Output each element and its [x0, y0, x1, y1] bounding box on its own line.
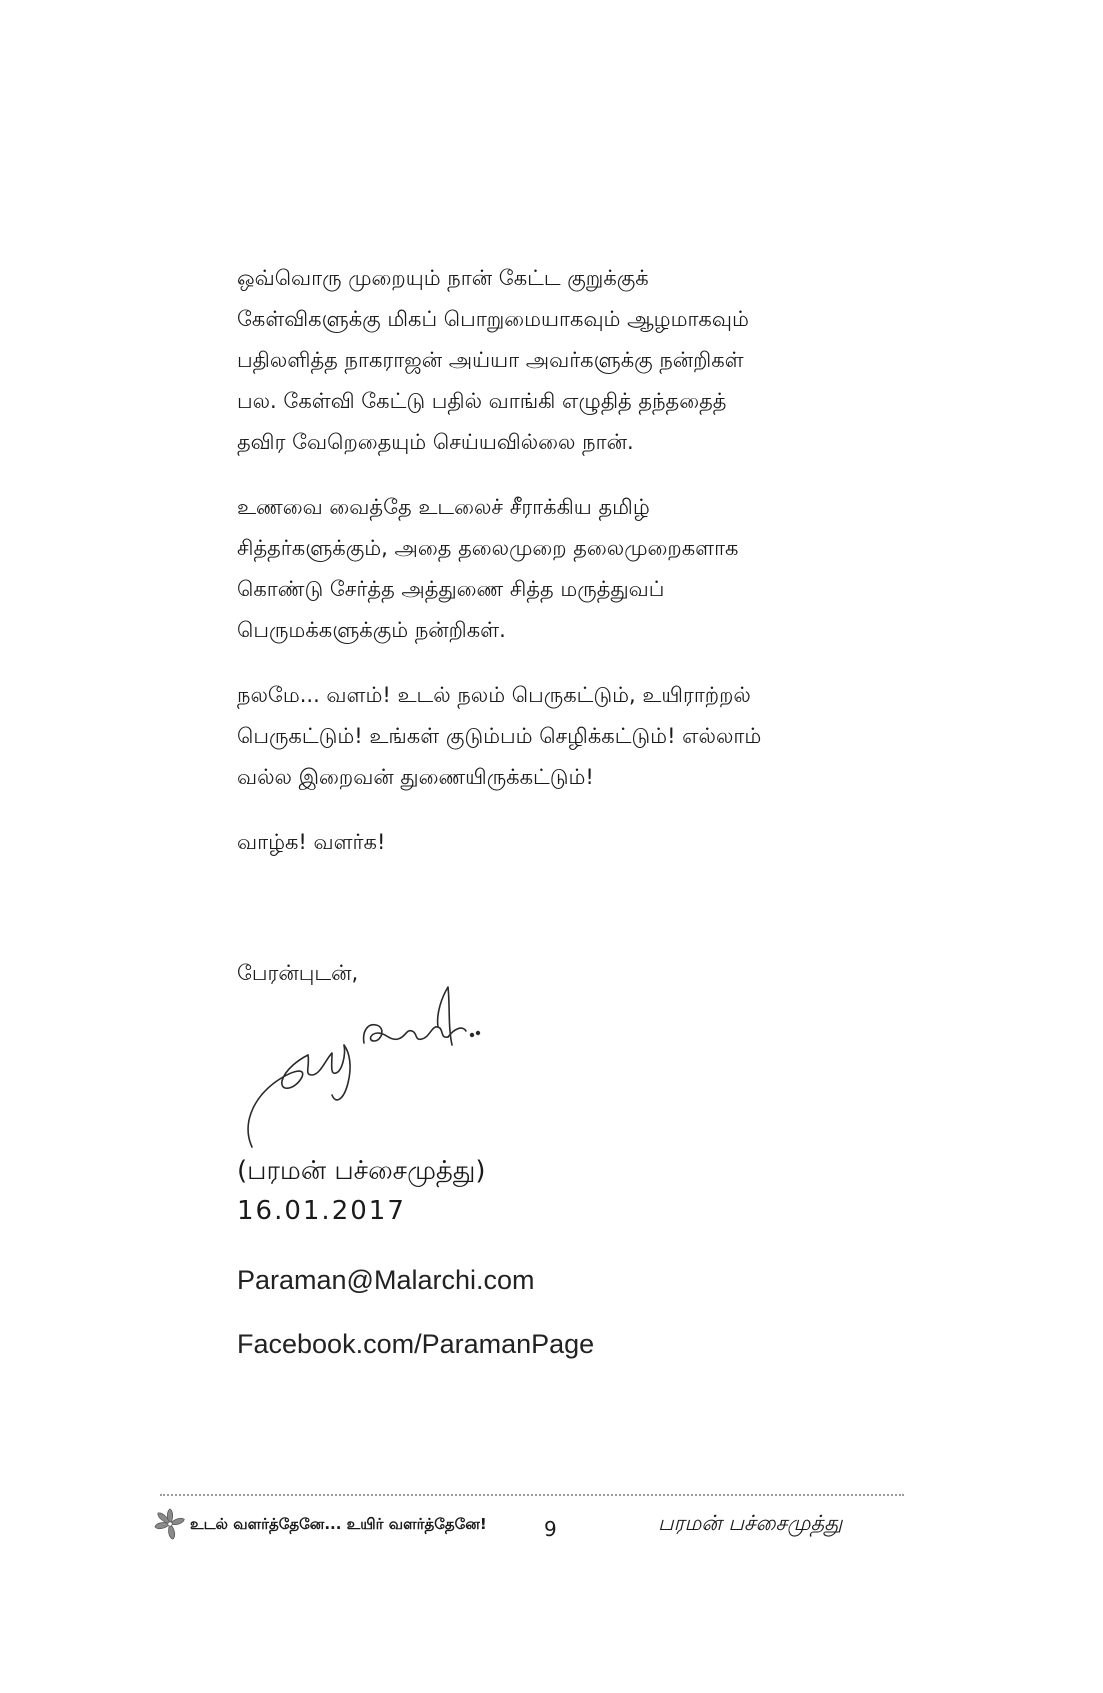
text-line: வல்ல இறைவன் துணையிருக்கட்டும்! [237, 765, 594, 789]
text-line: பல. கேள்வி கேட்டு பதில் வாங்கி எழுதித் தந்ததைத் [237, 389, 727, 413]
text-line: பதிலளித்த நாகராஜன் அய்யா அவர்களுக்கு நன்றிகள் [237, 348, 744, 372]
text-line: சித்தர்களுக்கும், அதை தலைமுறை தலைமுறைகளாக [237, 536, 739, 560]
text-line: கொண்டு சேர்த்த அத்துணை சித்த மருத்துவப் [237, 577, 665, 601]
footer-divider [160, 1494, 904, 1496]
email-address: Paraman@Malarchi.com [237, 1265, 535, 1295]
paragraph-thanks-nagarajan [237, 258, 887, 463]
body-text [237, 258, 887, 887]
text-line: நலமே... வளம்! உடல் நலம் பெருகட்டும், உயிராற்றல் [237, 683, 751, 707]
text-line: பெருகட்டும்! உங்கள் குடும்பம் செழிக்கட்டும்! எல்லாம் [237, 724, 762, 748]
footer-author: பரமன் பச்சைமுத்து [658, 1511, 843, 1535]
page-number: 9 [544, 1517, 557, 1541]
text-line: வாழ்க! வளர்க! [237, 830, 386, 854]
paragraph-thanks-siddhars [237, 487, 887, 651]
text-line: தவிர வேறெதையும் செய்யவில்லை நான். [237, 430, 634, 454]
closing-salutation: பேரன்புடன், [237, 961, 359, 985]
text-line: ஒவ்வொரு முறையும் நான் கேட்ட குறுக்குக் [237, 266, 649, 290]
signer-name: (பரமன் பச்சைமுத்து) [237, 1156, 486, 1186]
text-line: உணவை வைத்தே உடலைச் சீராக்கிய தமிழ் [237, 495, 650, 519]
flower-icon [154, 1508, 186, 1540]
signature-image [240, 975, 490, 1150]
text-line: கேள்விகளுக்கு மிகப் பொறுமையாகவும் ஆழமாகவும் [237, 307, 749, 331]
text-line: பெருமக்களுக்கும் நன்றிகள். [237, 618, 506, 642]
signed-date: 16.01.2017 [237, 1196, 406, 1226]
footer-book-title: உடல் வளர்த்தேனே... உயிர் வளர்த்தேனே! [190, 1515, 487, 1533]
paragraph-blessing [237, 675, 887, 798]
paragraph-greeting [237, 822, 887, 863]
facebook-page: Facebook.com/ParamanPage [237, 1329, 595, 1359]
